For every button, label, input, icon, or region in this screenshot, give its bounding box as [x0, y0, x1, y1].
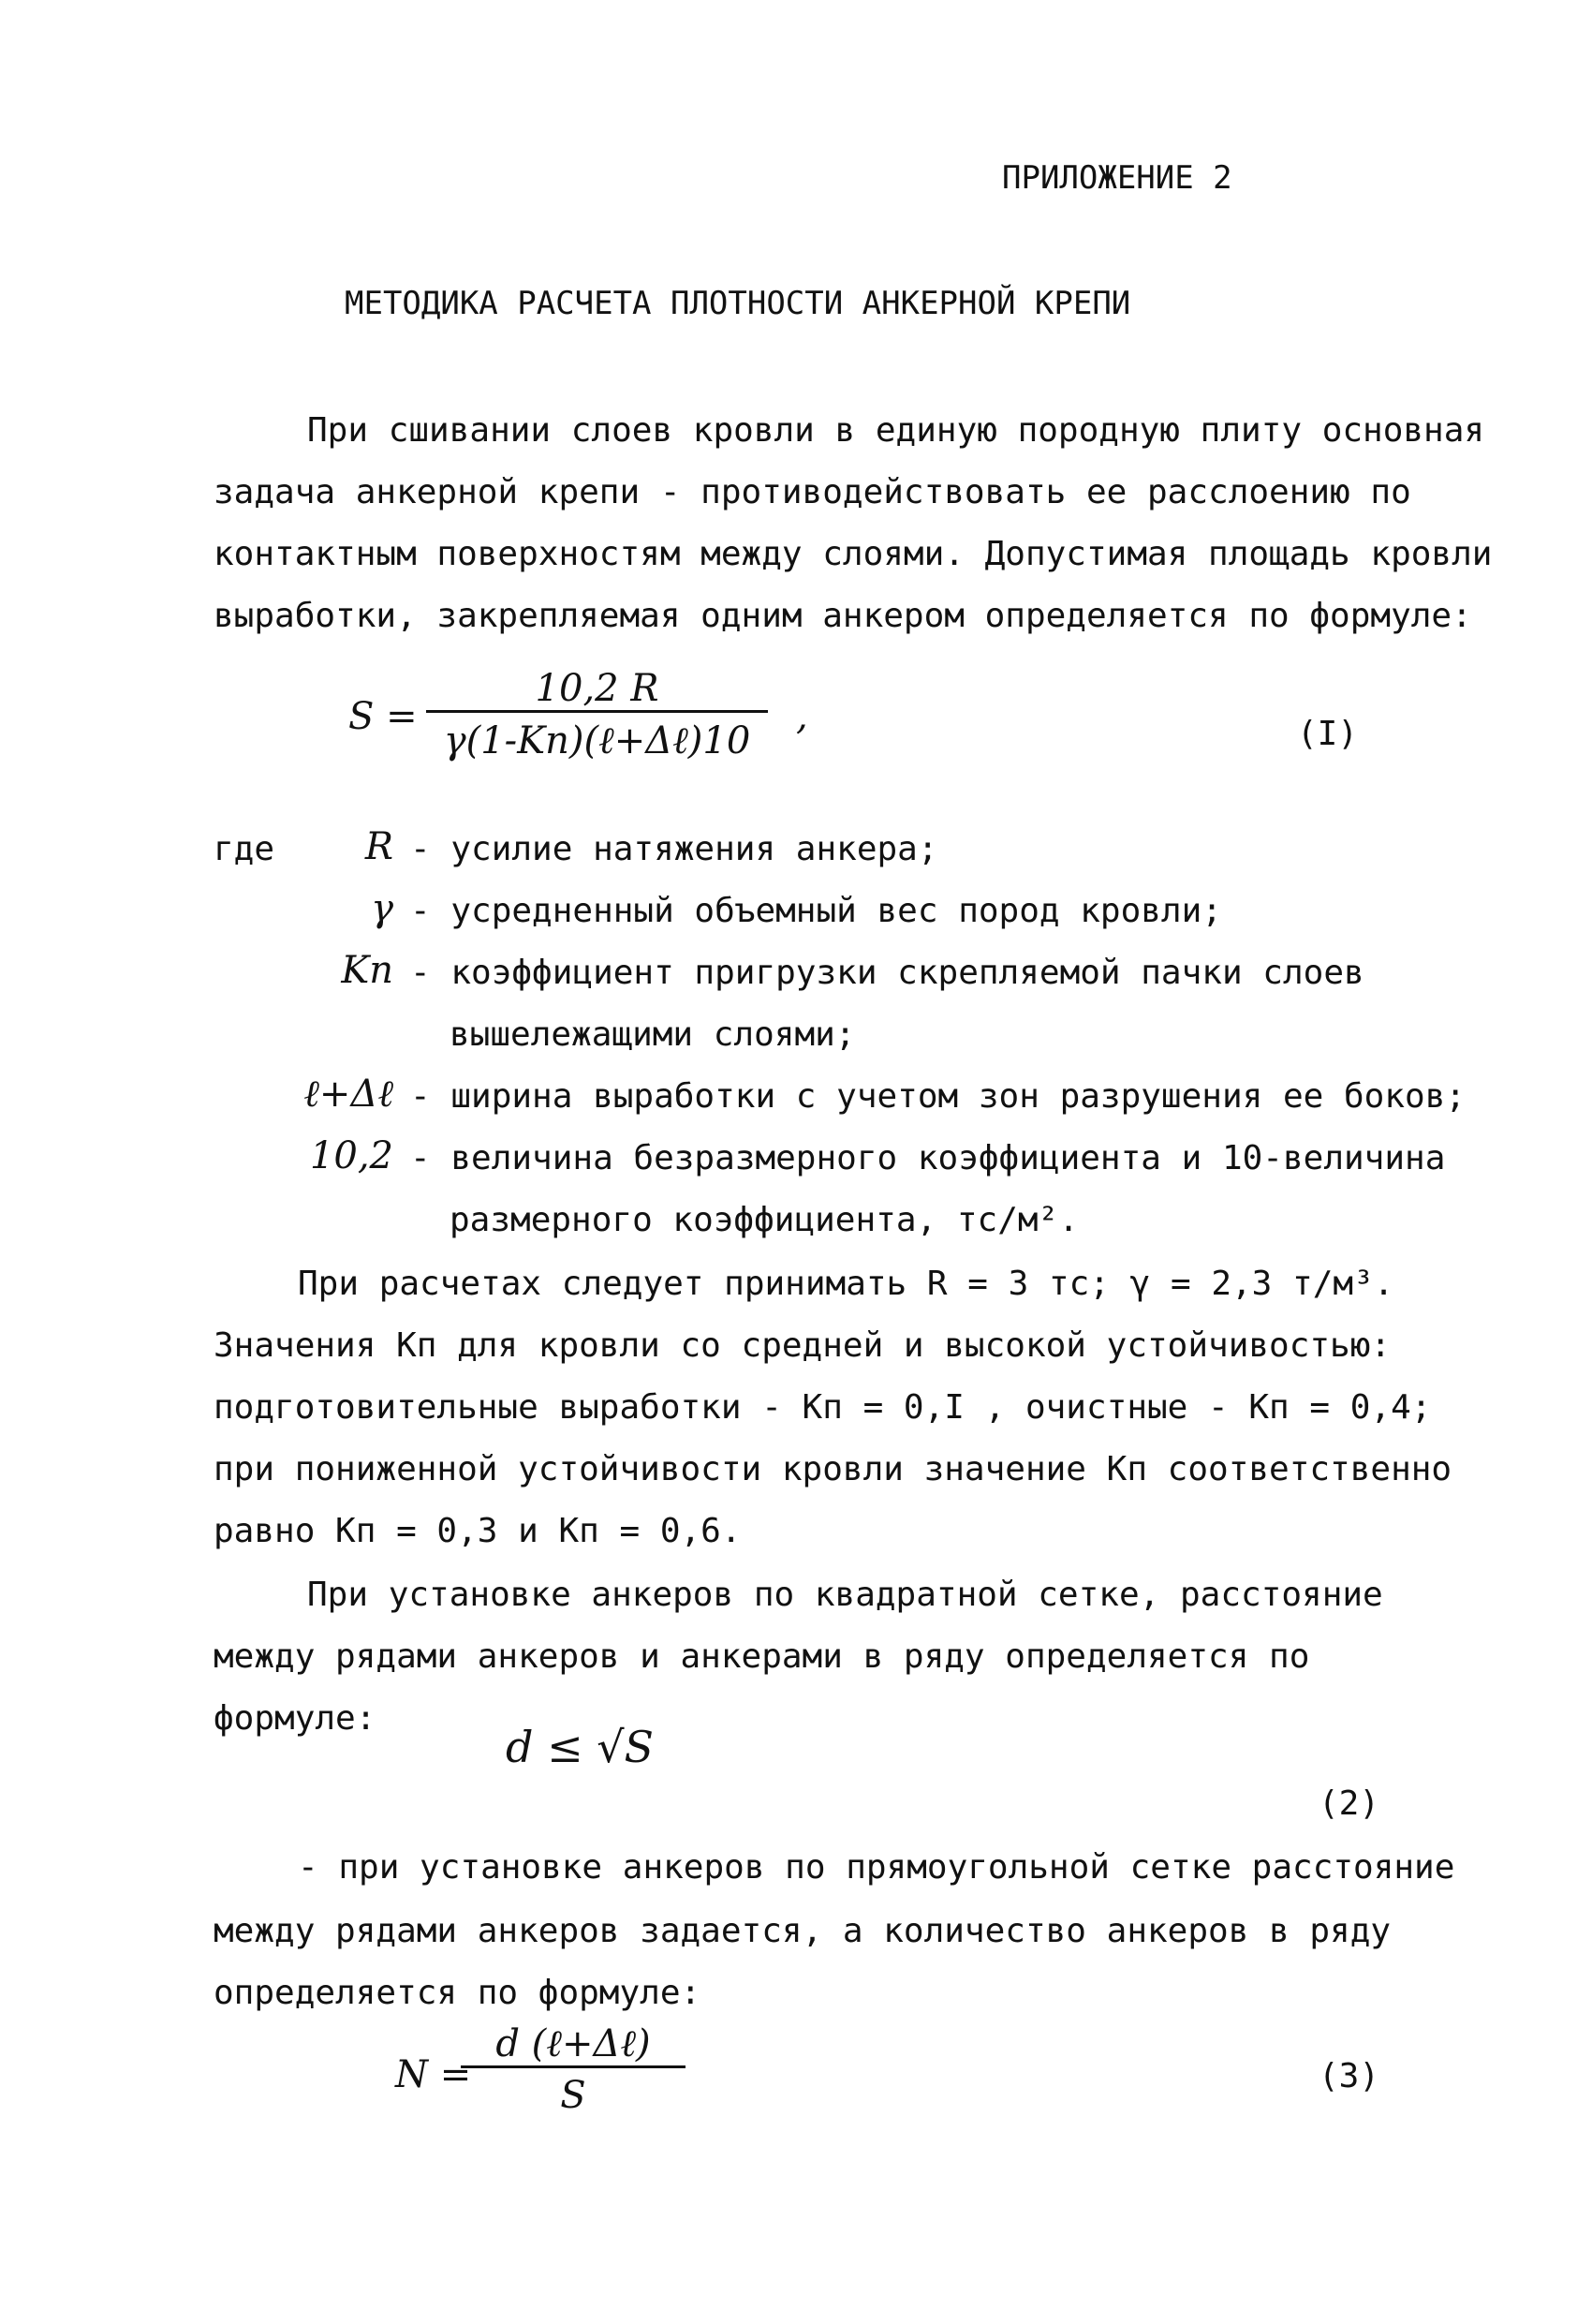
formula-1-lhs: S =: [348, 695, 418, 738]
formula-1-comma: ,: [796, 695, 808, 738]
formula-3-lhs: N =: [395, 2053, 472, 2096]
para1-line-1: При сшивании слоев кровли в единую породную плиту основная: [307, 411, 1485, 450]
formula-3-numerator: d (ℓ+Δℓ): [495, 2022, 651, 2065]
para2-line-3: подготовительные выработки - Kп = 0,I , очистные - Kп = 0,4;: [214, 1388, 1432, 1427]
where-label: где: [214, 830, 275, 868]
formula-1-number: (I): [1297, 715, 1359, 753]
para4-line-3: определяется по формуле:: [214, 1974, 701, 2012]
para4-line-2: между рядами анкеров задается, а количество анкеров в ряду: [214, 1912, 1392, 1950]
para4-line-1: - при установке анкеров по прямоугольной сетке расстояние: [298, 1848, 1455, 1887]
para3-line-3: формуле:: [214, 1699, 376, 1738]
para2-line-4: при пониженной устойчивости кровли значение Kп соответственно: [214, 1450, 1452, 1488]
formula-3-number: (3): [1319, 2057, 1380, 2095]
def-symbol: Kп: [341, 949, 393, 992]
def-text: - коэффициент пригрузки скрепляемой пачки слоев: [410, 954, 1364, 992]
para3-line-1: При установке анкеров по квадратной сетке, расстояние: [307, 1576, 1383, 1614]
formula-3-fraction: [461, 2021, 685, 2117]
formula-1-denominator: γ(1-Kп)(ℓ+Δℓ)10: [426, 710, 768, 762]
def-symbol: ℓ+Δℓ: [303, 1073, 393, 1116]
para2-line-1: При расчетах следует принимать R = 3 тс; γ = 2,3 т/м³.: [298, 1265, 1394, 1303]
def-symbol: R: [364, 825, 393, 868]
formula-1-fraction: [426, 667, 768, 762]
formula-3-denominator: S: [461, 2065, 685, 2117]
formula-2: d ≤ √S: [506, 1722, 655, 1772]
def-symbol: γ: [371, 887, 393, 930]
def-text-continued: размерного коэффициента, тс/м².: [450, 1201, 1079, 1239]
para3-line-2: между рядами анкеров и анкерами в ряду определяется по: [214, 1637, 1310, 1676]
formula-1-numerator: 10,2 R: [535, 667, 659, 710]
para1-line-2: задача анкерной крепи - противодействовать ее расслоению по: [214, 473, 1411, 511]
def-text-continued: вышележащими слоями;: [450, 1015, 856, 1054]
formula-2-number: (2): [1319, 1784, 1380, 1823]
page-title: МЕТОДИКА РАСЧЕТА ПЛОТНОСТИ АНКЕРНОЙ КРЕПИ: [345, 285, 1131, 322]
def-text: - усилие натяжения анкера;: [410, 830, 938, 868]
para1-line-4: выработки, закрепляемая одним анкером определяется по формуле:: [214, 597, 1472, 635]
para2-line-5: равно Kп = 0,3 и Kп = 0,6.: [214, 1512, 742, 1550]
def-text: - усредненный объемный вес пород кровли;: [410, 892, 1222, 930]
def-text: - величина безразмерного коэффициента и 10-величина: [410, 1139, 1446, 1177]
para1-line-3: контактным поверхностям между слоями. Допустимая площадь кровли: [214, 535, 1493, 573]
para2-line-2: Значения Kп для кровли со средней и высокой устойчивостью:: [214, 1326, 1392, 1365]
def-text: - ширина выработки с учетом зон разрушения ее боков;: [410, 1077, 1467, 1116]
appendix-label: ПРИЛОЖЕНИЕ 2: [1002, 159, 1232, 197]
def-symbol: 10,2: [309, 1134, 393, 1177]
